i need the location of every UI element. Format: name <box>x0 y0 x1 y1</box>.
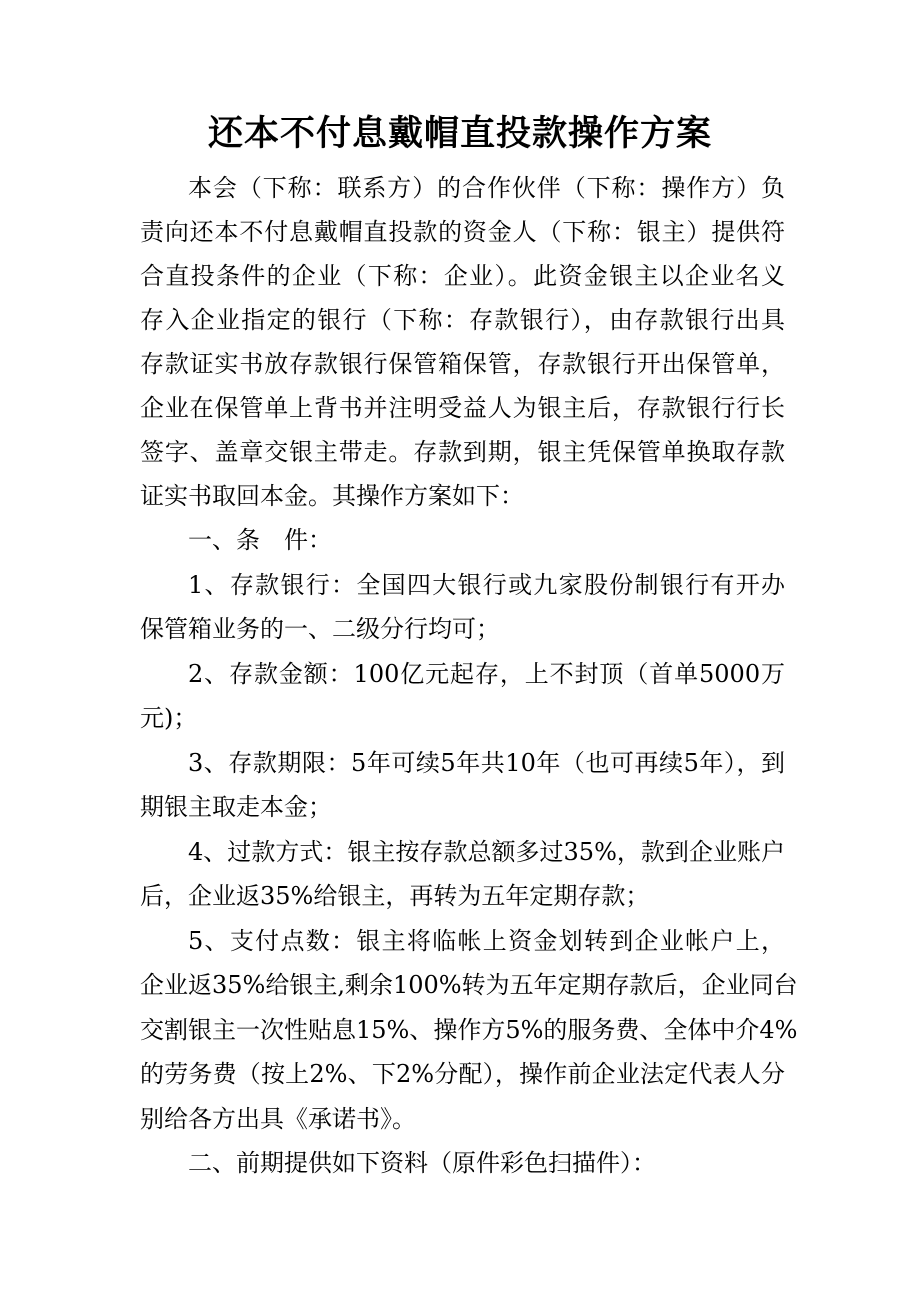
text-line: 4、过款方式：银主按存款总额多过35%，款到企业账户 <box>188 838 785 866</box>
text-line: 二、前期提供如下资料（原件彩色扫描件）： <box>188 1149 656 1177</box>
text-line: 3、存款期限：5年可续5年共10年（也可再续5年），到 <box>188 749 785 777</box>
text-line: 别给各方出具《承诺书》。 <box>140 1105 416 1133</box>
text-line: 2、存款金额：100亿元起存，上不封顶（首单5000万 <box>188 660 785 688</box>
text-line: 一、条 件： <box>188 526 332 554</box>
text-line: 的劳务费（按上2%、下2%分配），操作前企业法定代表人分 <box>140 1060 785 1088</box>
text-line: 1、存款银行：全国四大银行或九家股份制银行有开办 <box>188 571 785 599</box>
text-line: 企业返35%给银主,剩余100%转为五年定期存款后，企业同台 <box>140 971 798 999</box>
text-line: 签字、盖章交银主带走。存款到期，银主凭保管单换取存款 <box>140 438 785 466</box>
text-line: 责向还本不付息戴帽直投款的资金人（下称：银主）提供符 <box>140 218 785 246</box>
text-line: 保管箱业务的一、二级分行均可； <box>140 615 500 643</box>
text-line: 证实书取回本金。其操作方案如下： <box>140 482 524 510</box>
text-line: 5、支付点数：银主将临帐上资金划转到企业帐户上， <box>188 927 785 955</box>
text-line: 合直投条件的企业（下称：企业）。此资金银主以企业名义 <box>140 262 785 290</box>
text-line: 存入企业指定的银行（下称：存款银行），由存款银行出具 <box>140 306 785 334</box>
text-line: 本会（下称：联系方）的合作伙伴（下称：操作方）负 <box>188 174 785 202</box>
text-line: 期银主取走本金； <box>140 793 332 821</box>
text-line: 企业在保管单上背书并注明受益人为银主后，存款银行行长 <box>140 394 785 422</box>
text-line: 元)； <box>140 704 198 732</box>
document-title: 还本不付息戴帽直投款操作方案 <box>207 114 712 154</box>
text-line: 后，企业返35%给银主，再转为五年定期存款； <box>140 882 650 910</box>
text-line: 交割银主一次性贴息15%、操作方5%的服务费、全体中介4% <box>140 1016 798 1044</box>
text-line: 存款证实书放存款银行保管箱保管，存款银行开出保管单， <box>140 350 785 378</box>
